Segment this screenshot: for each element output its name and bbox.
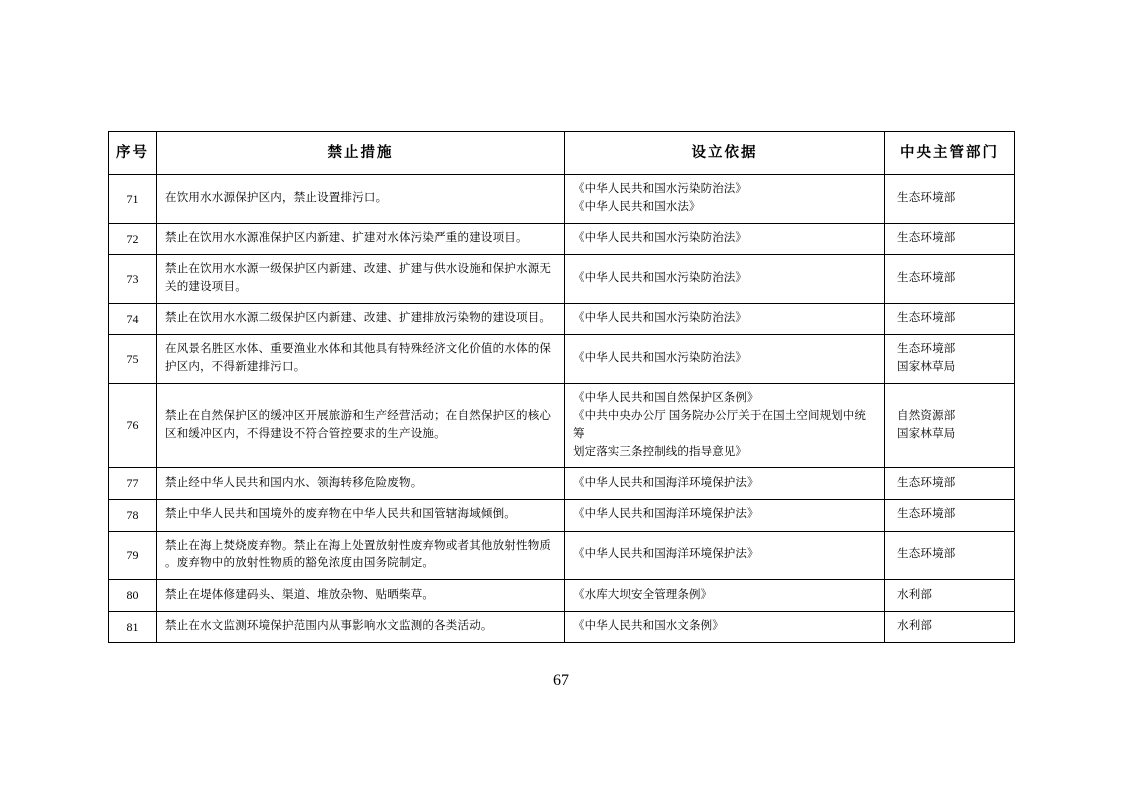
cell-prohibition-measure-line: 禁止在堤体修建码头、渠道、堆放杂物、贴晒柴草。: [165, 588, 435, 601]
cell-legal-basis: [565, 223, 885, 255]
cell-legal-basis-line: 《中华人民共和国水污染防治法》: [573, 272, 747, 285]
table-row: [109, 499, 1015, 531]
cell-legal-basis-line: 《中华人民共和国海洋环境保护法》: [573, 508, 759, 521]
column-header-measure: 禁止措施: [157, 132, 565, 175]
prohibition-measures-table: [108, 131, 1015, 643]
cell-prohibition-measure: [157, 175, 565, 224]
cell-central-department: [885, 468, 1015, 500]
cell-prohibition-measure-line: 关的建设项目。: [165, 281, 247, 294]
cell-prohibition-measure-line: 禁止在海上焚烧废弃物。禁止在海上处置放射性废弃物或者其他放射性物质: [165, 539, 552, 552]
cell-legal-basis: [565, 175, 885, 224]
cell-sequence-number: 81: [109, 611, 157, 643]
column-header-dept: 中央主管部门: [885, 132, 1015, 175]
cell-prohibition-measure-line: 禁止在自然保护区的缓冲区开展旅游和生产经营活动；在自然保护区的核心: [165, 409, 552, 422]
cell-legal-basis-line: 《中华人民共和国水法》: [573, 200, 701, 213]
cell-prohibition-measure: [157, 611, 565, 643]
cell-legal-basis-line: 《中华人民共和国水污染防治法》: [573, 183, 747, 195]
cell-sequence-number: 79: [109, 531, 157, 580]
table-row: [109, 580, 1015, 612]
cell-sequence-number: 77: [109, 468, 157, 500]
cell-legal-basis-line: 《中华人民共和国海洋环境保护法》: [573, 548, 759, 561]
cell-central-department-line: 水利部: [897, 620, 933, 633]
cell-legal-basis: [565, 335, 885, 384]
table-row: [109, 303, 1015, 335]
cell-prohibition-measure-line: 禁止在饮用水水源准保护区内新建、扩建对水体污染严重的建设项目。: [165, 232, 528, 245]
cell-prohibition-measure-line: 禁止中华人民共和国境外的废弃物在中华人民共和国管辖海域倾倒。: [165, 508, 516, 521]
table-row: [109, 611, 1015, 643]
page-number: 67: [553, 672, 569, 689]
cell-prohibition-measure-line: 护区内，不得新建排污口。: [165, 361, 306, 374]
cell-central-department-line: 自然资源部: [897, 409, 956, 422]
cell-sequence-number: 73: [109, 255, 157, 304]
cell-legal-basis-line: 《中华人民共和国水污染防治法》: [573, 352, 747, 365]
cell-central-department: [885, 335, 1015, 384]
cell-prohibition-measure: [157, 255, 565, 304]
cell-prohibition-measure: [157, 580, 565, 612]
cell-prohibition-measure-line: 。废弃物中的放射性物质的豁免浓度由国务院制定。: [165, 557, 435, 570]
column-header-no: 序号: [109, 132, 157, 175]
cell-prohibition-measure: [157, 531, 565, 580]
table-header-row: [109, 132, 1015, 175]
cell-central-department-line: 国家林草局: [897, 361, 956, 374]
cell-prohibition-measure-line: 在饮用水水源保护区内，禁止设置排污口。: [165, 191, 388, 204]
cell-central-department: [885, 175, 1015, 224]
cell-central-department-line: 国家林草局: [897, 427, 956, 440]
cell-legal-basis: [565, 255, 885, 304]
cell-prohibition-measure: [157, 335, 565, 384]
cell-central-department: [885, 580, 1015, 612]
table-row: [109, 335, 1015, 384]
table-row: [109, 531, 1015, 580]
cell-central-department-line: 生态环境部: [897, 476, 956, 489]
cell-sequence-number: 71: [109, 175, 157, 224]
cell-central-department-line: 生态环境部: [897, 312, 956, 325]
cell-sequence-number: 72: [109, 223, 157, 255]
cell-legal-basis-line: 《中华人民共和国水污染防治法》: [573, 232, 747, 245]
cell-prohibition-measure: [157, 468, 565, 500]
cell-central-department: [885, 223, 1015, 255]
column-header-basis: 设立依据: [565, 132, 885, 175]
cell-sequence-number: 74: [109, 303, 157, 335]
cell-central-department: [885, 384, 1015, 468]
table-row: [109, 255, 1015, 304]
cell-sequence-number: 75: [109, 335, 157, 384]
cell-legal-basis: [565, 468, 885, 500]
cell-legal-basis: [565, 499, 885, 531]
cell-legal-basis-line: 《中华人民共和国自然保护区条例》: [573, 392, 759, 405]
cell-prohibition-measure-line: 禁止在饮用水水源二级保护区内新建、改建、扩建排放污染物的建设项目。: [165, 312, 552, 325]
cell-central-department-line: 生态环境部: [897, 548, 956, 561]
cell-prohibition-measure-line: 区和缓冲区内，不得建设不符合管控要求的生产设施。: [165, 427, 446, 440]
cell-legal-basis-line: 划定落实三条控制线的指导意见》: [573, 445, 747, 458]
cell-sequence-number: 78: [109, 499, 157, 531]
cell-central-department: [885, 611, 1015, 643]
cell-central-department: [885, 255, 1015, 304]
cell-prohibition-measure-line: 禁止在饮用水水源一级保护区内新建、改建、扩建与供水设施和保护水源无: [165, 263, 552, 276]
cell-legal-basis: [565, 580, 885, 612]
table-row: [109, 175, 1015, 224]
cell-prohibition-measure-line: 禁止经中华人民共和国内水、领海转移危险废物。: [165, 476, 423, 489]
cell-legal-basis-line: 《中华人民共和国水污染防治法》: [573, 312, 747, 325]
cell-central-department: [885, 499, 1015, 531]
cell-legal-basis-line: 《中华人民共和国海洋环境保护法》: [573, 476, 759, 489]
cell-central-department-line: 生态环境部: [897, 232, 956, 245]
cell-legal-basis-line: 《水库大坝安全管理条例》: [573, 588, 713, 601]
cell-legal-basis: [565, 531, 885, 580]
cell-legal-basis: [565, 611, 885, 643]
cell-central-department-line: 生态环境部: [897, 191, 956, 204]
cell-central-department: [885, 531, 1015, 580]
cell-prohibition-measure: [157, 499, 565, 531]
cell-sequence-number: 76: [109, 384, 157, 468]
table-row: [109, 384, 1015, 468]
cell-central-department-line: 水利部: [897, 588, 933, 601]
cell-central-department-line: 生态环境部: [897, 343, 956, 356]
cell-legal-basis-line: 《中共中央办公厅 国务院办公厅关于在国土空间规划中统筹: [573, 409, 866, 440]
cell-legal-basis-line: 《中华人民共和国水文条例》: [573, 620, 724, 633]
cell-legal-basis: [565, 303, 885, 335]
cell-central-department-line: 生态环境部: [897, 272, 956, 285]
cell-prohibition-measure: [157, 303, 565, 335]
table-row: [109, 223, 1015, 255]
table-row: [109, 468, 1015, 500]
cell-prohibition-measure-line: 在风景名胜区水体、重要渔业水体和其他具有特殊经济文化价值的水体的保: [165, 343, 552, 356]
cell-sequence-number: 80: [109, 580, 157, 612]
cell-central-department: [885, 303, 1015, 335]
cell-prohibition-measure: [157, 223, 565, 255]
cell-prohibition-measure: [157, 384, 565, 468]
cell-legal-basis: [565, 384, 885, 468]
cell-prohibition-measure-line: 禁止在水文监测环境保护范围内从事影响水文监测的各类活动。: [165, 620, 493, 633]
cell-central-department-line: 生态环境部: [897, 508, 956, 521]
